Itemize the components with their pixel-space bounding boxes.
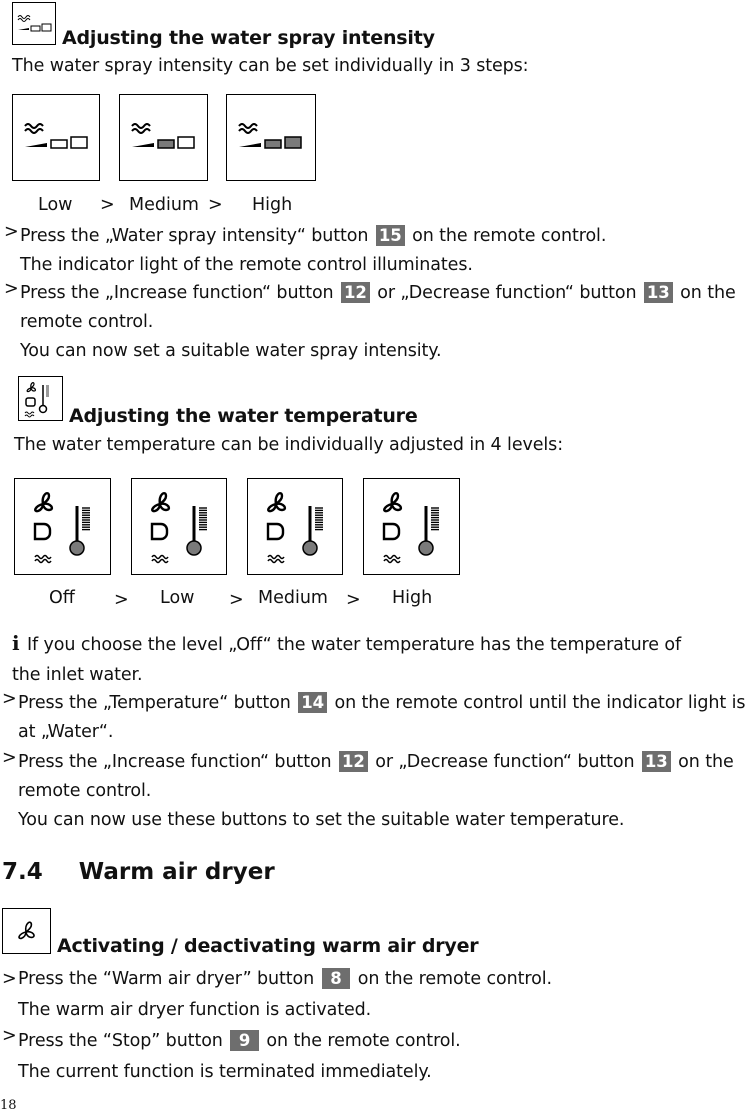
step-result: The warm air dryer function is activated. <box>18 1000 372 1020</box>
dryer-step-2 <box>2 1026 461 1088</box>
button-number-badge: 14 <box>298 692 327 713</box>
section-heading-7-4 <box>2 859 275 885</box>
spray-intro: The water spray intensity can be set individually in 3 steps: <box>12 56 529 76</box>
level-separator: > <box>114 590 129 610</box>
spray-step-2 <box>4 279 736 366</box>
step-marker: > <box>4 222 19 242</box>
info-note <box>12 628 681 690</box>
step-marker: > <box>2 969 17 989</box>
button-number-badge: 12 <box>339 751 368 772</box>
step-result: You can now set a suitable water spray intensity. <box>20 341 442 361</box>
button-number-badge: 12 <box>341 282 370 303</box>
spray-step-1 <box>4 222 606 280</box>
step-text: or „Decrease function“ button <box>377 283 637 303</box>
step-text: or „Decrease function“ button <box>375 752 635 772</box>
button-number-badge: 9 <box>230 1030 259 1051</box>
step-text: Press the „Increase function“ button <box>18 752 332 772</box>
step-text: on the <box>678 752 734 772</box>
spray-level-low-icon <box>12 94 100 181</box>
spray-level-medium-icon <box>119 94 208 181</box>
temperature-level-low-icon <box>131 478 227 575</box>
section-number: 7.4 <box>2 859 43 885</box>
spray-level-high-icon <box>226 94 316 181</box>
temperature-level-label: Low <box>160 588 195 608</box>
step-marker: > <box>2 689 17 709</box>
step-marker: > <box>4 279 19 299</box>
button-number-badge: 13 <box>644 282 673 303</box>
temperature-heading: Adjusting the water temperature <box>69 405 418 427</box>
step-text: on the remote control. <box>266 1031 461 1051</box>
temperature-step-1 <box>2 689 745 747</box>
step-result: The current function is terminated immediately. <box>18 1062 432 1082</box>
info-text: If you choose the level „Off“ the water temperature has the temperature of <box>26 635 682 655</box>
temperature-level-label: High <box>392 588 433 608</box>
page-number: 18 <box>0 1098 17 1113</box>
step-marker: > <box>2 1026 17 1046</box>
step-text: on the <box>680 283 736 303</box>
step-continuation: remote control. <box>18 781 152 801</box>
spray-level-label: Medium <box>129 195 199 215</box>
step-text: on the remote control until the indicator light is <box>334 693 746 713</box>
level-separator: > <box>229 590 244 610</box>
button-number-badge: 8 <box>322 968 351 989</box>
temperature-level-off-icon <box>14 478 111 575</box>
level-separator: > <box>100 195 115 215</box>
spray-section-icon <box>12 2 56 45</box>
step-text: on the remote control. <box>357 969 552 989</box>
step-continuation: at „Water“. <box>18 722 114 742</box>
step-text: Press the „Water spray intensity“ button <box>20 226 369 246</box>
spray-level-label: Low <box>38 195 73 215</box>
level-separator: > <box>346 590 361 610</box>
section-title: Warm air dryer <box>78 859 275 885</box>
temperature-level-high-icon <box>363 478 460 575</box>
temperature-level-label: Medium <box>258 588 328 608</box>
level-separator: > <box>208 195 223 215</box>
spray-level-label: High <box>252 195 293 215</box>
dryer-step-1 <box>2 964 552 1026</box>
dryer-section-icon <box>2 908 51 954</box>
step-text: Press the “Warm air dryer” button <box>18 969 315 989</box>
info-icon: i <box>12 631 20 655</box>
temperature-section-icon <box>18 376 63 421</box>
step-text: on the remote control. <box>412 226 607 246</box>
dryer-heading: Activating / deactivating warm air dryer <box>57 935 479 957</box>
temperature-level-label: Off <box>49 588 75 608</box>
step-marker: > <box>2 748 17 768</box>
temperature-intro: The water temperature can be individually adjusted in 4 levels: <box>14 435 563 455</box>
step-result: The indicator light of the remote control illuminates. <box>20 255 473 275</box>
step-result: You can now use these buttons to set the suitable water temperature. <box>18 810 625 830</box>
temperature-level-medium-icon <box>247 478 343 575</box>
step-text: Press the „Increase function“ button <box>20 283 334 303</box>
step-text: Press the “Stop” button <box>18 1031 223 1051</box>
button-number-badge: 13 <box>642 751 671 772</box>
button-number-badge: 15 <box>376 225 405 246</box>
spray-heading: Adjusting the water spray intensity <box>62 27 435 49</box>
step-text: Press the „Temperature“ button <box>18 693 291 713</box>
temperature-step-2 <box>2 748 734 835</box>
step-continuation: remote control. <box>20 312 154 332</box>
info-text: the inlet water. <box>12 665 143 685</box>
